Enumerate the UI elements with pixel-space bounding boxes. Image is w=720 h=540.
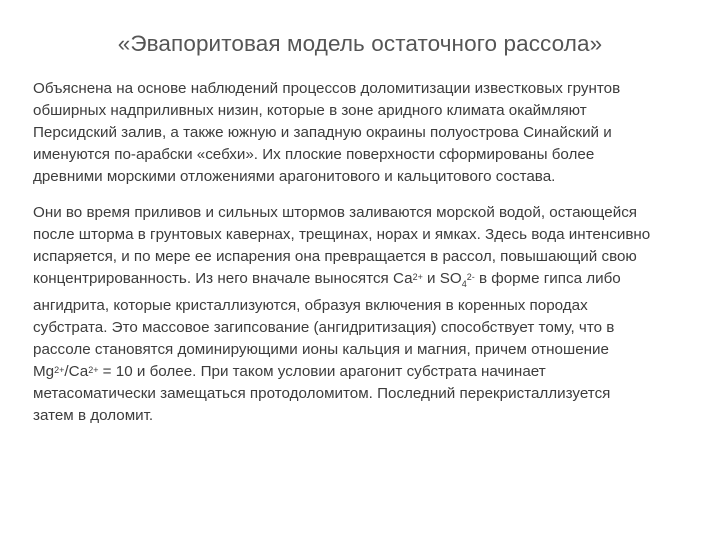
text-fragment: Mg	[33, 363, 55, 381]
text-fragment: и SO	[422, 270, 462, 287]
text-line: обширных надприливных низин, которые в зоне аридного климата окаймляют	[33, 102, 587, 119]
paragraph-2	[33, 202, 705, 427]
text-fragment: в форме гипса либо	[474, 270, 621, 287]
text-line: метасоматически замещаться протодоломитом. Последний перекристаллизуется	[33, 385, 611, 403]
text-line: Объяснена на основе наблюдений процессов доломитизации известковых грунтов	[33, 80, 621, 97]
ion-charge: 2+	[412, 272, 423, 282]
slide-body	[33, 78, 705, 427]
text-line: Персидский залив, а также южную и западную окраины полуострова Синайский и	[33, 124, 612, 141]
text-line: концентрированность. Из него вначале выносятся Са	[33, 270, 413, 287]
text-line: после шторма в грунтовых кавернах, трещинах, норах и ямках. Здесь вода интенсивно	[33, 226, 651, 243]
text-fragment: /Са	[64, 363, 89, 381]
text-line: ангидрита, которые кристаллизуются, образуя включения в коренных породах	[33, 297, 588, 315]
text-line: рассоле становятся доминирующими ионы кальция и магния, причем отношение	[33, 341, 609, 359]
text-line: испаряется, и по мере ее испарения она превращается в рассол, повышающий свою	[33, 248, 637, 265]
ion-charge: 2+	[54, 365, 65, 376]
formula-subscript: 4	[461, 279, 467, 290]
ion-charge: 2-	[466, 272, 475, 282]
text-line: Они во время приливов и сильных штормов заливаются морской водой, остающейся	[33, 204, 638, 221]
text-line: затем в доломит.	[33, 407, 154, 425]
text-fragment: = 10 и более. При таком условии арагонит субстрата начинает	[98, 363, 546, 381]
ion-charge: 2+	[88, 365, 99, 376]
text-line: именуются по-арабски «себхи». Их плоские поверхности сформированы более	[33, 146, 595, 163]
text-line: субстрата. Это массовое загипсование (ангидритизация) способствует тому, что в	[33, 319, 615, 337]
text-line: древними морскими отложениями арагонитового и кальцитового состава.	[33, 168, 556, 185]
paragraph-1	[33, 78, 705, 188]
slide-title: «Эвапоритовая модель остаточного рассола»	[117, 31, 603, 56]
